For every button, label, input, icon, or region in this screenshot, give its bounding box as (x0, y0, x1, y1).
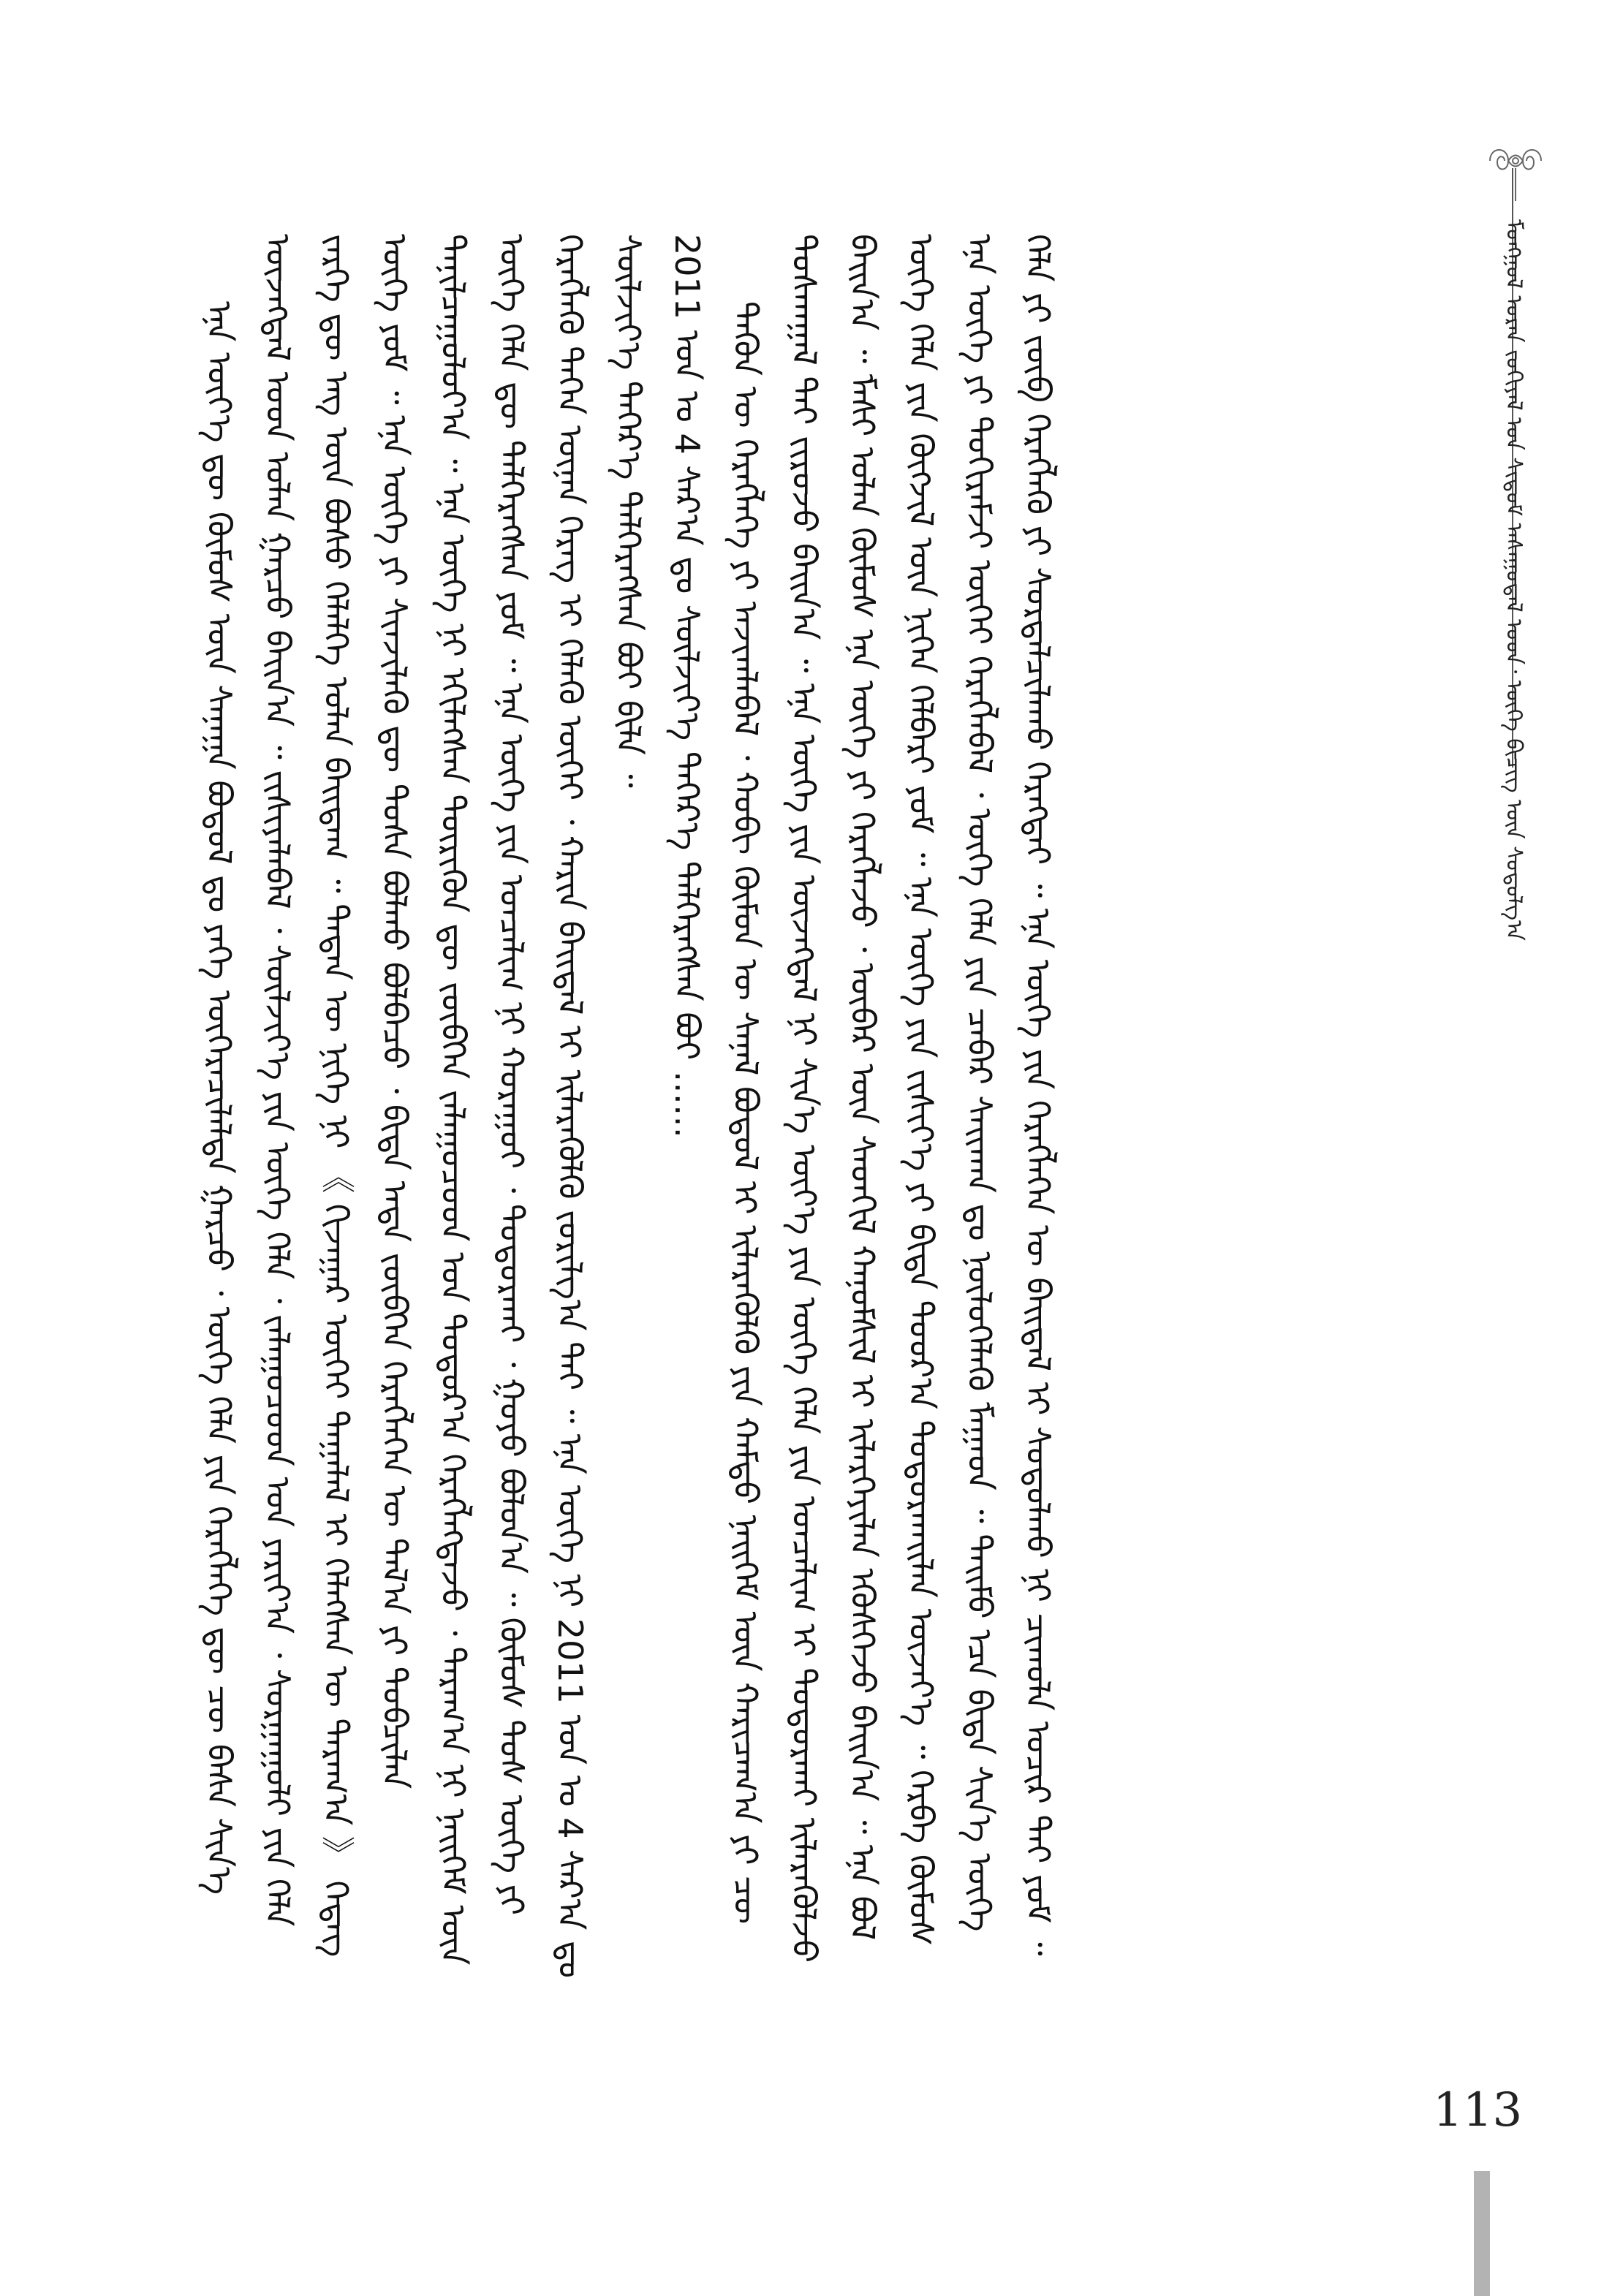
paragraph-1: ᠡᠨᠡ ᠦᠶ᠎ᠡ ᠳᠦ ᠬᠦᠮᠦᠰ ᠦᠨ ᠰᠠᠨᠠᠭᠠ ᠪᠣᠳᠤᠯ ᠳᠤ ᠶᠡᠬᠡ ᠥᠭᠡᠷᠡᠴᠢᠯᠡᠯᠳᠡ ᠭᠠᠷᠴᠤ ᠂ ᠦᠭᠡ ᠬᠡᠯᠡ ᠶᠢᠨ ᠬᠡᠷᠡᠭᠯᠡᠭᠡ ᠳᠦ ᠴᠦ ᠪᠠᠰᠠ ᠰᠢᠨ᠎ᠡ ᠦᠵᠡᠭᠳᠡᠯ ᠤᠳ ᠣᠯᠠᠨ ᠭᠠᠷᠴᠤ ᠪᠠᠢᠨ᠎ᠠ ᠃ ᠵᠢᠱᠢᠶᠡᠯᠡᠪᠡᠯ ᠂ ᠰᠦᠯᠵᠢᠶ᠎ᠡ ᠶᠢᠨ ᠦᠭᠡ ᠬᠡᠯᠡ ᠂ ᠵᠠᠯᠠᠭᠤᠴᠤᠳ ᠤᠨ ᠶᠠᠷᠢᠶ᠎ᠠ ᠂ ᠰᠤᠷᠭᠠᠭᠤᠯᠢ ᠶᠢᠨ ᠬᠡᠯᠡ ᠵᠡᠷᠭᠡ ᠳᠦ ᠡᠩ ᠦᠨ ᠪᠤᠰᠤ ᠬᠡᠯᠡᠯᠭᠡ ᠣᠯᠠᠨ ᠪᠠᠢᠳᠠᠭ ᠃ ᠲᠡᠳᠡᠨ ᠦ ᠨᠢᠭᠡ ᠨᠢ 《 ᠬᠢᠵᠠᠭᠠᠷ ᠦᠭᠡᠢ ᠲᠠᠭᠠᠯᠠᠯ ᠢ ᠬᠡᠯᠡᠭᠰᠡᠨ ᠦ ᠳᠠᠷᠠᠭ᠎ᠠ 》 ᠭᠡᠳᠡᠭ ᠦᠭᠡ ᠶᠤᠮ ᠃ ᠡᠨᠡ ᠦᠭᠡ ᠶᠢ ᠰᠢᠨᠵᠢᠯᠡᠬᠦ ᠳᠦ ᠲᠤᠰᠠ ᠪᠣᠯᠬᠤ ᠪᠣᠯᠪᠠᠴᠤ ᠂ ᠪᠢᠳᠡ ᠡᠨᠳᠡ ᠵᠥᠪᠬᠡᠨ ᠬᠡᠷᠡᠭᠯᠡᠭᠡᠨ ᠦ ᠲᠠᠯ᠎ᠠ ᠶᠢ ᠲᠣᠪᠴᠢᠯᠠᠨ ᠲᠠᠨᠢᠯᠴᠠᠭᠤᠯᠤᠶ᠎ᠠ ᠃ ᠡᠨᠡ ᠦᠭᠡ ᠨᠢ ᠡᠬᠢᠯᠡᠭᠰᠡᠨ ᠲᠦᠷᠢᠭᠦᠨ ᠳᠦ ᠵᠥᠪᠬᠡᠨ ᠵᠠᠯᠠᠭᠤᠴᠤᠳ ᠤᠨ ᠳᠣᠲᠣᠷ᠎ᠠ ᠬᠡᠷᠡᠭᠯᠡᠭᠳᠡᠵᠦ ᠂ ᠳᠠᠷᠠᠭ᠎ᠠ ᠨᠢ ᠨᠡᠢᠭᠡᠮ ᠦᠨ ᠦᠭᠡ ᠬᠡᠯᠡ ᠳᠦ ᠳᠡᠯᠭᠡᠷᠡᠭᠰᠡᠨ ᠶᠤᠮ ᠃ ᠡᠨᠡ ᠦᠭᠡ ᠶᠢᠨ ᠣᠨᠴᠠᠯᠢᠭ ᠨᠢ ᠬᠤᠷᠠᠭᠤᠢ ᠂ ᠲᠤᠳᠤᠷᠬᠠᠢ ᠂ ᠭᠣᠶᠣ ᠪᠣᠯᠤᠨ᠎ᠠ ᠃ ᠬᠦᠮᠦᠰ ᠲᠤᠰ ᠦᠭᠡ ᠶᠢ ᠬᠡᠷᠡᠭᠯᠡᠬᠦ ᠳᠡᠭᠡᠨ ᠦᠨᠡᠨ ᠬᠡᠷᠡᠭ ᠢ ᠬᠡᠯᠡᠬᠦ ᠦᠭᠡᠢ ᠂ ᠬᠠᠷᠢᠨ ᠪᠠᠢᠳᠠᠯ ᠢ ᠢᠯᠡᠷᠡᠭᠦᠯᠬᠦ ᠵᠣᠷᠢᠯᠭ᠎ᠠ ᠲᠠᠢ ᠃ ᠡᠨᠡ ᠦᠭᠡ ᠨᠢ 2011 ᠣᠨ ᠤ 4 ᠰᠠᠷ᠎ᠠ ᠳᠤ ᠰᠦᠯᠵᠢᠶ᠎ᠡ ᠳᠡᠭᠡᠷ᠎ᠡ ᠳᠡᠯᠭᠡᠷᠡᠭᠰᠡᠨ ᠪᠤᠢ ᠪᠢᠯᠡ ᠃ (200, 234, 648, 1979)
ornament-flourish-icon (1475, 124, 1556, 205)
body-text (190, 234, 1433, 1988)
paragraph-2: ᠲᠡᠭᠦᠨ ᠦ ᠬᠡᠷᠡᠭᠯᠡᠭᠡ ᠶᠢ ᠠᠵᠢᠭᠯᠠᠪᠠᠯ ᠂ ᠬᠤᠪᠢ ᠬᠦᠮᠦᠨ ᠦ ᠰᠠᠨᠠᠯ ᠪᠣᠳᠤᠯ ᠢ ᠢᠯᠡᠷᠡᠭᠦᠯᠬᠦ ᠶᠢᠨ ᠬᠠᠮᠲᠤ ᠨᠡᠢᠭᠡᠮ ᠦᠨ ᠬᠠᠷᠢᠴᠠᠭ᠎ᠠ ᠶᠢ ᠴᠦ ᠲᠤᠰᠬᠠᠭᠠᠯ ᠲᠠᠢ ᠵᠢᠷᠤᠵᠤ ᠪᠠᠢᠨ᠎ᠠ ᠃ ᠡᠨᠡ ᠦᠭᠡ ᠶᠢᠨ ᠦᠵᠡᠭᠳᠡᠯ ᠨᠢ ᠰᠢᠨ᠎ᠡ ᠦᠶ᠎ᠡ ᠶᠢᠨ ᠦᠭᠡ ᠬᠡᠯᠡ ᠶᠢᠨ ᠣᠨᠴᠠᠯᠢᠭ ᠢ ᠲᠣᠳᠣᠷᠬᠠᠢ ᠢᠯᠡᠷᠡᠭᠦᠯᠵᠦ ᠪᠠᠢᠨ᠎ᠠ ᠃ ᠮᠠᠰᠢ ᠣᠯᠠᠨ ᠬᠦᠮᠦᠰ ᠡᠨᠡ ᠦᠭᠡ ᠶᠢ ᠬᠡᠷᠡᠭᠯᠡᠵᠦ ᠂ ᠥᠪᠡᠷ ᠦᠨ ᠰᠡᠳᠬᠢᠯ ᠬᠠᠨᠤᠮᠰᠢᠯ ᠢ ᠢᠯᠡᠷᠬᠡᠶᠢᠯᠡᠨ ᠡᠭᠦᠰᠭᠡᠵᠦ ᠪᠠᠢᠨ᠎ᠠ ᠃ ᠡᠨᠡ ᠪᠣᠯ ᠦᠭᠡ ᠬᠡᠯᠡ ᠶᠢᠨ ᠬᠥᠭᠵᠢᠯ ᠦᠨ ᠨᠢᠭᠡᠨ ᠬᠡᠯᠪᠡᠷᠢ ᠶᠤᠮ ᠃ ᠡᠨᠡ ᠦᠭᠡ ᠶᠢᠨ ᠵᠢᠱᠢᠶ᠎ᠡ ᠶᠢ ᠪᠢᠳᠡ ᠳᠣᠣᠷ᠎ᠠ ᠲᠣᠳᠣᠷᠬᠠᠢᠯᠠᠨ ᠦᠵᠡᠶ᠎ᠡ ᠃ ᠬᠡᠷᠪᠡ ᠬᠦᠮᠦᠰ ᠡᠨᠡ ᠦᠭᠡ ᠶᠢ ᠲᠣᠬᠢᠷᠠᠮᠵᠢ ᠦᠭᠡᠢ ᠬᠡᠷᠡᠭᠯᠡᠪᠡᠯ ᠂ ᠦᠭᠡ ᠬᠡᠯᠡ ᠶᠢᠨ ᠴᠡᠪᠡᠷ ᠰᠠᠢᠬᠠᠨ ᠳᠤ ᠨᠥᠯᠦᠭᠡᠯᠡᠬᠦ ᠮᠠᠭᠠᠳ ᠃ ᠲᠡᠢᠮᠦ ᠡᠴᠡ ᠪᠢᠳᠡ ᠰᠢᠨ᠎ᠡ ᠦᠭᠡ ᠬᠡᠯᠡ ᠶᠢ ᠵᠥᠪ ᠬᠡᠷᠡᠭᠯᠡᠬᠦ ᠶᠢ ᠰᠤᠷᠲᠠᠯᠴᠢᠯᠠᠬᠤ ᠬᠡᠷᠡᠭᠲᠡᠢ ᠃ ᠡᠨᠡ ᠦᠭᠡ ᠶᠢᠨ ᠬᠡᠷᠡᠭᠯᠡᠭᠡᠨ ᠦ ᠪᠠᠢᠳᠠᠯ ᠢ ᠰᠤᠳᠤᠯᠬᠤ ᠨᠢ ᠴᠢᠬᠤᠯᠠ ᠤᠴᠢᠷ ᠲᠠᠢ ᠶᠤᠮ ᠃ (726, 234, 1058, 1963)
ellipsis: …… (667, 1070, 707, 1138)
side-tab-marker (1474, 2171, 1490, 2296)
date-line (658, 234, 716, 1988)
running-header: ᠮᠣᠩᠭᠣᠯ ᠤᠷᠠᠨ ᠵᠣᠬᠢᠶᠠᠯ ᠤᠨ ᠰᠢᠳᠦᠮ ᠠᠰᠠᠭᠤᠳᠠᠯ ᠤᠳ᠂ ᠦᠭᠡ ᠪᠢᠴᠢᠭ ᠦᠨ ᠰᠤᠳᠤᠯᠭ᠎ᠠ (1501, 219, 1526, 941)
date-line-text: 2011 ᠣᠨ ᠤ 4 ᠰᠠᠷ᠎ᠠ ᠳᠤ ᠰᠦᠯᠵᠢᠶ᠎ᠡ ᠳᠡᠭᠡᠷ᠎ᠡ ᠳᠡᠯᠭᠡᠷᠡᠭᠰᠡᠨ ᠪᠤᠢ (667, 234, 707, 1061)
page-number: 113 (1433, 2083, 1523, 2137)
